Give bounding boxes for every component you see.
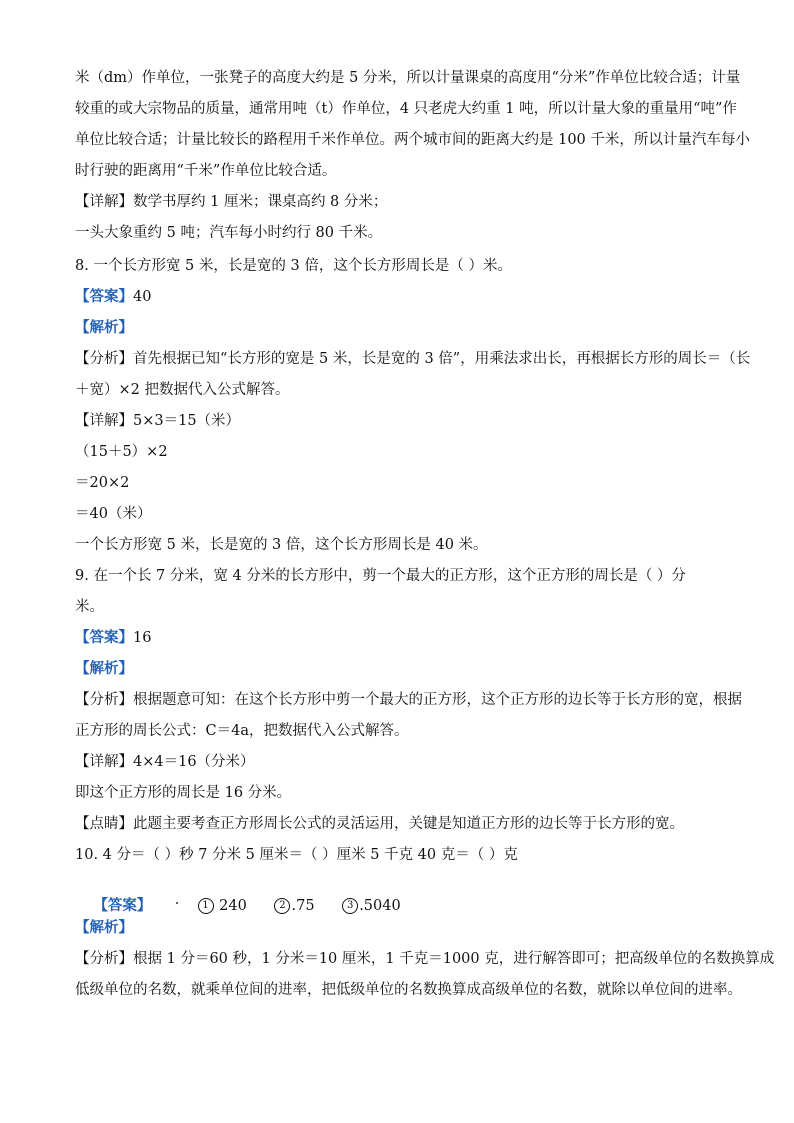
dianjing-line: [75, 814, 724, 834]
text-line: 即这个正方形的周长是 16 分米。: [75, 785, 292, 801]
answer-line: [75, 287, 724, 307]
text-line: （15＋5）×2: [75, 444, 168, 460]
question-10: 10. 4 分＝（ ）秒 7 分米 5 厘米＝（ ）厘米 5 千克 40 克＝（ ）克: [75, 847, 518, 863]
fenxi-line: [75, 690, 742, 710]
answer-tag: 【答案】: [75, 629, 133, 646]
dianjing-tag: 【点睛】: [75, 816, 133, 832]
stray-dot: [176, 902, 178, 904]
text-line: ＝20×2: [75, 475, 130, 491]
question-9: 9. 在一个长 7 分米，宽 4 分米的长方形中，剪一个最大的正方形，这个正方形的周长是（ ）分: [75, 568, 686, 584]
circled-number-2: 2: [274, 898, 290, 914]
fenxi-text: 首先根据已知“长方形的宽是 5 米，长是宽的 3 倍”，用乘法求出长，再根据长方形的周长＝（长: [133, 351, 751, 367]
fenxi-tag: 【分析】: [75, 951, 133, 967]
detail-line: [75, 192, 724, 212]
detail-tag: 【详解】: [75, 194, 133, 210]
detail-text: 数学书厚约 1 厘米；课桌高约 8 分米；: [133, 194, 388, 210]
text-line: 一个长方形宽 5 米，长是宽的 3 倍，这个长方形周长是 40 米。: [75, 537, 488, 553]
detail-tag: 【详解】: [75, 754, 133, 770]
answer-tag: 【答案】: [93, 897, 152, 914]
fenxi-line: [75, 349, 751, 369]
analysis-heading: [75, 659, 724, 679]
detail-tag: 【详解】: [75, 413, 133, 429]
answer-value: 40: [133, 289, 152, 305]
text-line: 时行驶的距离用“千米”作单位比较合适。: [75, 163, 337, 179]
analysis-tag: 【解析】: [75, 660, 133, 677]
text-line: ＝40（米）: [75, 506, 152, 522]
question-8: 8. 一个长方形宽 5 米，长是宽的 3 倍，这个长方形周长是（ ）米。: [75, 258, 512, 274]
detail-line: [75, 752, 724, 772]
answer-value-2: .75: [291, 898, 315, 914]
text-line: ＋宽）×2 把数据代入公式解答。: [75, 382, 290, 398]
answer-value-3: .5040: [359, 898, 401, 914]
fenxi-text: 根据 1 分＝60 秒，1 分米＝10 厘米，1 千克＝1000 克，进行解答即可；把高级单位的名数换算成: [133, 951, 775, 967]
detail-line: [75, 411, 724, 431]
analysis-tag: 【解析】: [75, 919, 133, 936]
detail-text: 4×4＝16（分米）: [133, 754, 255, 770]
answer-value: 16: [133, 630, 152, 646]
answer-tag: 【答案】: [75, 288, 133, 305]
detail-text: 5×3＝15（米）: [133, 413, 241, 429]
text-line: 米。: [75, 599, 104, 615]
circled-number-1: 1: [198, 898, 214, 914]
answer-line: [75, 628, 724, 648]
dianjing-text: 此题主要考查正方形周长公式的灵活运用，关键是知道正方形的边长等于长方形的宽。: [133, 816, 684, 832]
analysis-heading: [75, 318, 724, 338]
fenxi-text: 根据题意可知：在这个长方形中剪一个最大的正方形，这个正方形的边长等于长方形的宽，根据: [133, 692, 742, 708]
text-line: 低级单位的名数，就乘单位间的进率，把低级单位的名数换算成高级单位的名数，就除以单位间的进率。: [75, 982, 742, 998]
fenxi-tag: 【分析】: [75, 351, 133, 367]
text-line: 较重的或大宗物品的质量，通常用吨（t）作单位，4 只老虎大约重 1 吨，所以计量大象的重量用“吨”作: [75, 101, 737, 117]
fenxi-tag: 【分析】: [75, 692, 133, 708]
circled-number-3: 3: [342, 898, 358, 914]
answer-value-1: 240: [219, 898, 247, 914]
analysis-heading: [75, 918, 724, 938]
fenxi-line: [75, 949, 775, 969]
analysis-tag: 【解析】: [75, 319, 133, 336]
text-line: 正方形的周长公式：C＝4a，把数据代入公式解答。: [75, 723, 409, 739]
text-line: 一头大象重约 5 吨；汽车每小时约行 80 千米。: [75, 225, 383, 241]
text-line: 单位比较合适；计量比较长的路程用千米作单位。两个城市间的距离大约是 100 千米，所以计量汽车每小: [75, 132, 750, 148]
text-line: 米（dm）作单位，一张凳子的高度大约是 5 分米，所以计量课桌的高度用“分米”作单位比较合适；计量: [75, 70, 741, 86]
